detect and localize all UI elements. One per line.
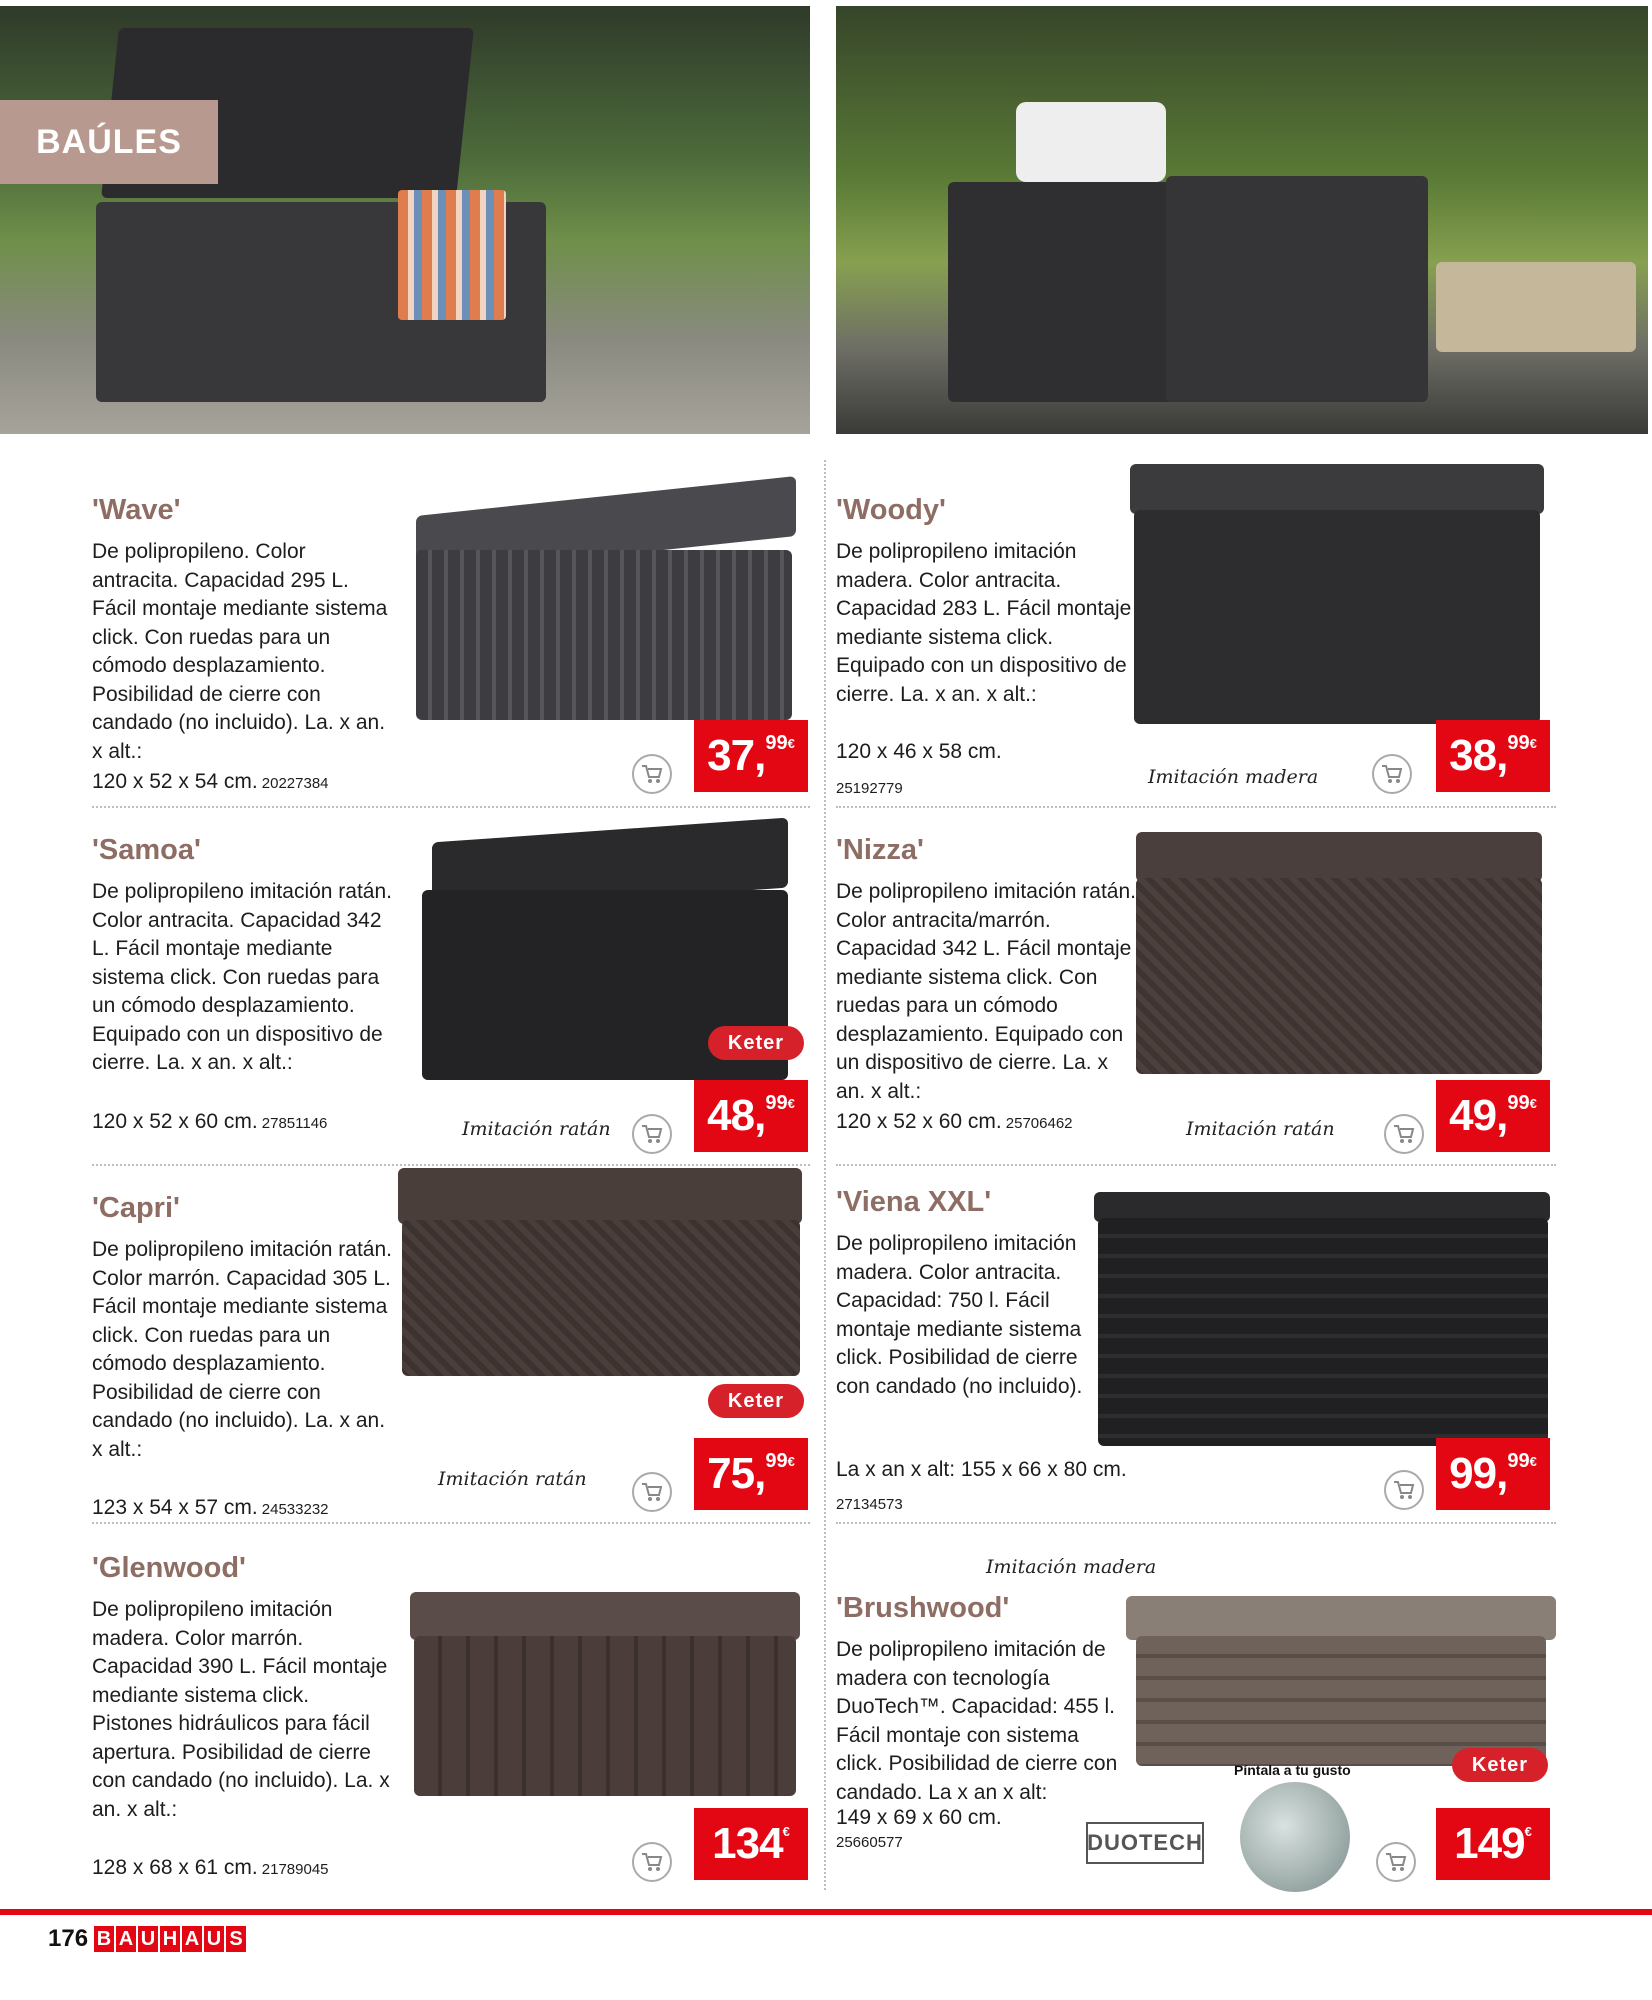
product-dimensions: 128 x 68 x 61 cm. 21789045 [92, 1856, 329, 1879]
brand-letter: B [94, 1926, 114, 1952]
cart-icon[interactable] [1384, 1470, 1424, 1510]
product-ref: 25192779 [836, 780, 903, 797]
product-description: De polipropileno imitación ratán. Color antracita/marrón. Capacidad 342 L. Fácil montaje mediante sistema click. Con ruedas para un cómodo desplazamiento. Equipado con un dispositivo de cierre. La. x an. x alt.: [836, 880, 1136, 1103]
product-dimensions: 123 x 54 x 57 cm. 24533232 [92, 1496, 329, 1519]
product-brushwood [836, 1552, 1556, 1882]
brand-letter: A [182, 1926, 202, 1952]
price-tag: 48, 99 € [694, 1080, 808, 1152]
product-ref: 27851146 [261, 1115, 328, 1132]
product-name: 'Brushwood' [836, 1592, 1010, 1624]
row-divider [92, 1164, 810, 1166]
product-nizza [836, 834, 1556, 1154]
box-lid [410, 1592, 800, 1640]
product-ref: 21789045 [261, 1861, 329, 1878]
row-divider [92, 806, 810, 808]
product-name: 'Samoa' [92, 834, 201, 866]
box-body [414, 1636, 796, 1796]
price-tag: 37, 99 € [694, 720, 808, 792]
price-tag: 49, 99 € [1436, 1080, 1550, 1152]
price-tag: 149 € [1436, 1808, 1550, 1880]
box-body [1136, 878, 1542, 1074]
annotation-label: Imitación ratán [462, 1118, 611, 1140]
page-number: 176 [48, 1925, 89, 1952]
product-name: 'Wave' [92, 494, 181, 526]
product-name: 'Woody' [836, 494, 946, 526]
product-description: De polipropileno imitación ratán. Color marrón. Capacidad 305 L. Fácil montaje mediante sistema click. Con ruedas para un cómodo desplazamiento. Posibilidad de cierre con candado (no incluido). La. x an. x alt.: [92, 1238, 392, 1461]
brand-letter: H [160, 1926, 180, 1952]
box-lid [398, 1168, 802, 1224]
brand-letter: U [138, 1926, 158, 1952]
product-woody [836, 494, 1556, 804]
footer-line [0, 1909, 1652, 1915]
annotation-label: Imitación ratán [1186, 1118, 1335, 1140]
product-dimensions: La x an x alt: 155 x 66 x 80 cm. [836, 1458, 1127, 1481]
brand-badge: Keter [1452, 1748, 1548, 1782]
product-image [1136, 832, 1546, 1092]
box-lid [1136, 832, 1542, 882]
product-image [410, 494, 800, 734]
product-dimensions: 149 x 69 x 60 cm. [836, 1806, 1002, 1829]
box-body [1098, 1218, 1548, 1446]
product-ref: 20227384 [261, 775, 329, 792]
price-tag: 99, 99 € [1436, 1438, 1550, 1510]
hero-image-left [0, 6, 810, 434]
product-description: De polipropileno. Color antracita. Capacidad 295 L. Fácil montaje mediante sistema click. Con ruedas para un cómodo desplazamiento. Posibilidad de cierre con candado (no incluido). La. x an. x alt.: [92, 540, 388, 763]
cart-icon[interactable] [632, 754, 672, 794]
product-ref: 24533232 [261, 1501, 329, 1518]
category-tag: BAÚLES [0, 100, 218, 184]
row-divider [836, 1522, 1556, 1524]
brand-letter: A [116, 1926, 136, 1952]
product-dimensions: 120 x 52 x 60 cm. 25706462 [836, 1110, 1073, 1133]
paint-label: Píntala a tu gusto [1234, 1762, 1351, 1778]
cushion [1016, 102, 1166, 182]
price-tag: 134 € [694, 1808, 808, 1880]
product-description: De polipropileno imitación ratán. Color antracita. Capacidad 342 L. Fácil montaje mediante sistema click. Con ruedas para un cómodo desplazamiento. Equipado con un dispositivo de cierre. La. x an. x alt.: [92, 880, 392, 1074]
storage-box-right [1166, 176, 1428, 402]
product-name: 'Nizza' [836, 834, 924, 866]
cart-icon[interactable] [632, 1842, 672, 1882]
product-dimensions: 120 x 46 x 58 cm. [836, 740, 1002, 763]
product-description: De polipropileno imitación madera. Color antracita. Capacidad: 750 l. Fácil montaje mediante sistema click. Posibilidad de cierre con candado (no incluido). [836, 1232, 1083, 1398]
row-divider [836, 806, 1556, 808]
product-wave [92, 494, 822, 804]
product-ref: 25706462 [1005, 1115, 1073, 1132]
product-description: De polipropileno imitación madera. Color marrón. Capacidad 390 L. Fácil montaje mediante sistema click. Pistones hidráulicos para fácil apertura. Posibilidad de cierre con candado (no incluido). La. x an. x alt.: [92, 1598, 390, 1821]
cart-icon[interactable] [1384, 1114, 1424, 1154]
product-samoa [92, 834, 822, 1154]
product-dimensions: 120 x 52 x 60 cm. 27851146 [92, 1110, 328, 1133]
product-viena-xxl [836, 1186, 1556, 1512]
cart-icon[interactable] [1372, 754, 1412, 794]
row-divider [92, 1522, 810, 1524]
product-description: De polipropileno imitación madera. Color antracita. Capacidad 283 L. Fácil montaje mediante sistema click. Equipado con un dispositivo de cierre. La. x an. x alt.: [836, 540, 1132, 706]
product-name: 'Glenwood' [92, 1552, 246, 1584]
hero-image-right [836, 6, 1648, 434]
product-image [1094, 1192, 1552, 1452]
product-dimensions: 120 x 52 x 54 cm. 20227384 [92, 770, 329, 793]
duotech-logo: DUOTECH [1086, 1822, 1204, 1864]
product-ref: 27134573 [836, 1496, 903, 1513]
product-name: 'Viena XXL' [836, 1186, 992, 1218]
product-image [398, 1168, 808, 1398]
product-image [410, 1592, 802, 1812]
cart-icon[interactable] [632, 1472, 672, 1512]
price-tag: 38, 99 € [1436, 720, 1550, 792]
brand-letter: U [204, 1926, 224, 1952]
row-divider [836, 1164, 1556, 1166]
brand-letter: S [226, 1926, 246, 1952]
brand-badge: Keter [708, 1384, 804, 1418]
paint-detail-image [1240, 1782, 1350, 1892]
annotation-label: Imitación madera [986, 1556, 1157, 1578]
product-ref: 25660577 [836, 1834, 903, 1851]
product-capri [92, 1192, 822, 1519]
box-body [416, 550, 792, 720]
product-name: 'Capri' [92, 1192, 180, 1224]
product-description: De polipropileno imitación de madera con tecnología DuoTech™. Capacidad: 455 l. Fácil montaje con sistema click. Posibilidad de cierre con candado. La x an x alt: [836, 1638, 1118, 1804]
wicker-table [1436, 262, 1636, 352]
annotation-label: Imitación madera [1148, 766, 1319, 788]
product-image [1130, 464, 1550, 744]
striped-towel [398, 190, 506, 320]
box-lid [1130, 464, 1544, 514]
product-glenwood [92, 1552, 822, 1882]
price-tag: 75, 99 € [694, 1438, 808, 1510]
brand-logo[interactable] [94, 1926, 246, 1952]
cart-icon[interactable] [632, 1114, 672, 1154]
column-divider [824, 460, 826, 1890]
box-lid [1126, 1596, 1556, 1640]
box-body [1134, 510, 1540, 724]
annotation-label: Imitación ratán [438, 1468, 587, 1490]
box-body [1136, 1636, 1546, 1766]
brand-badge: Keter [708, 1026, 804, 1060]
cart-icon[interactable] [1376, 1842, 1416, 1882]
box-body [402, 1220, 800, 1376]
